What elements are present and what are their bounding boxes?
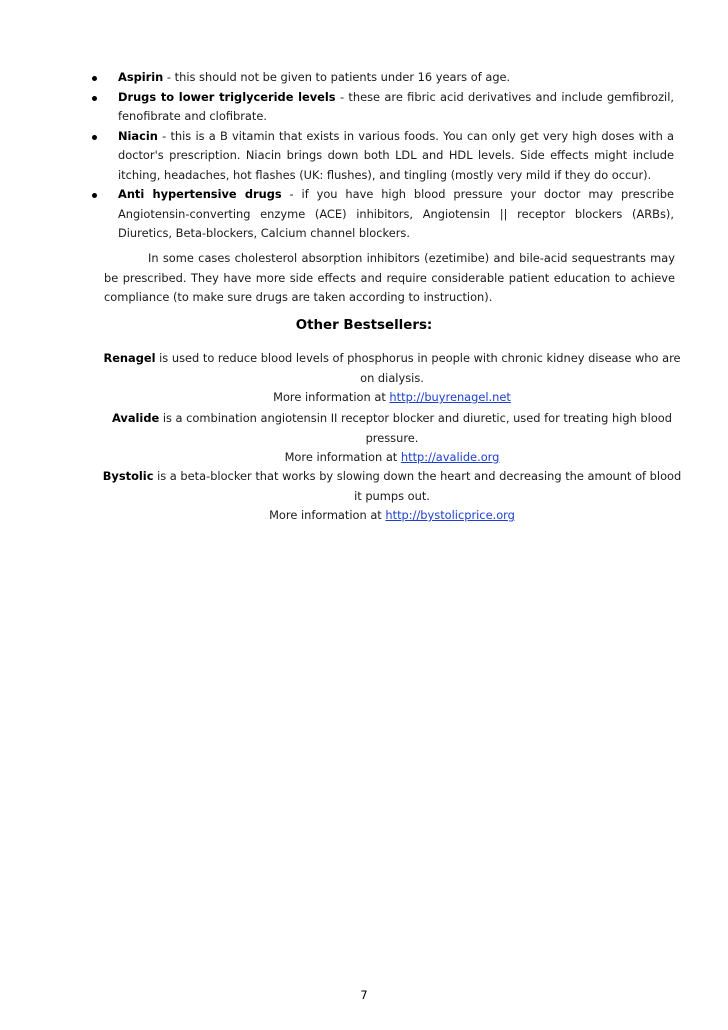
drug-description: - these are fibric acid derivatives and include gemfibrozil, fenofibrate and clofibrate.: [118, 89, 675, 123]
bullet-icon: [92, 76, 97, 81]
bullet-icon: [92, 193, 97, 198]
promo-bystolic: [100, 467, 684, 526]
body-paragraph: In some cases cholesterol absorption inhibitors (ezetimibe) and bile-acid sequestrants may be prescribed. They have more side effects and require considerable patient education to achieve compliance (to make sure drugs are taken according to instruction).: [104, 251, 675, 304]
more-info-label: More information at: [269, 508, 386, 522]
bullet-icon: [92, 96, 97, 101]
drug-bullet-list: [92, 68, 674, 244]
drug-term: Aspirin: [118, 70, 164, 84]
promo-description: is a combination angiotensin II receptor blocker and diuretic, used for treating high blood pressure.: [159, 411, 672, 445]
list-item: [92, 185, 674, 244]
drug-term: Niacin: [118, 128, 158, 143]
more-info-label: More information at: [284, 450, 401, 464]
drug-description: - this is a B vitamin that exists in various foods. You can only get very high doses with a doctor's prescription. Niacin brings down both LDL and HDL levels. Side effects might include itching, headaches, hot flashes (UK: flushes), and tingling (mostly very mild if they do occur).: [118, 128, 674, 182]
list-item: [92, 127, 674, 186]
bullet-icon: [92, 135, 97, 140]
page-number: 7: [360, 988, 368, 1002]
promo-renagel: [100, 349, 684, 408]
promo-link[interactable]: http://bystolicprice.org: [385, 508, 515, 522]
list-item: [92, 88, 674, 127]
more-info-label: More information at: [273, 390, 390, 404]
drug-term: Anti hypertensive drugs: [118, 187, 282, 201]
promo-link[interactable]: http://buyrenagel.net: [389, 390, 511, 404]
promo-description: is used to reduce blood levels of phosphorus in people with chronic kidney disease who are on dialysis.: [155, 351, 681, 385]
drug-description: - if you have high blood pressure your doctor may prescribe Angiotensin-converting enzyme (ACE) inhibitors, Angiotensin || receptor blockers (ARBs), Diuretics, Beta-blockers, Calcium channel blockers.: [118, 187, 674, 240]
promo-product-name: Renagel: [103, 351, 156, 365]
drug-term: Drugs to lower triglyceride levels: [118, 89, 336, 104]
promo-product-name: Avalide: [111, 411, 160, 425]
drug-description: - this should not be given to patients under 16 years of age.: [163, 70, 511, 84]
promo-link[interactable]: http://avalide.org: [400, 450, 500, 464]
promo-product-name: Bystolic: [102, 469, 154, 483]
promo-description: is a beta-blocker that works by slowing down the heart and decreasing the amount of blood it pumps out.: [153, 469, 682, 503]
promo-avalide: [100, 409, 684, 468]
list-item: [92, 68, 674, 88]
bestsellers-heading: Other Bestsellers:: [295, 318, 433, 333]
